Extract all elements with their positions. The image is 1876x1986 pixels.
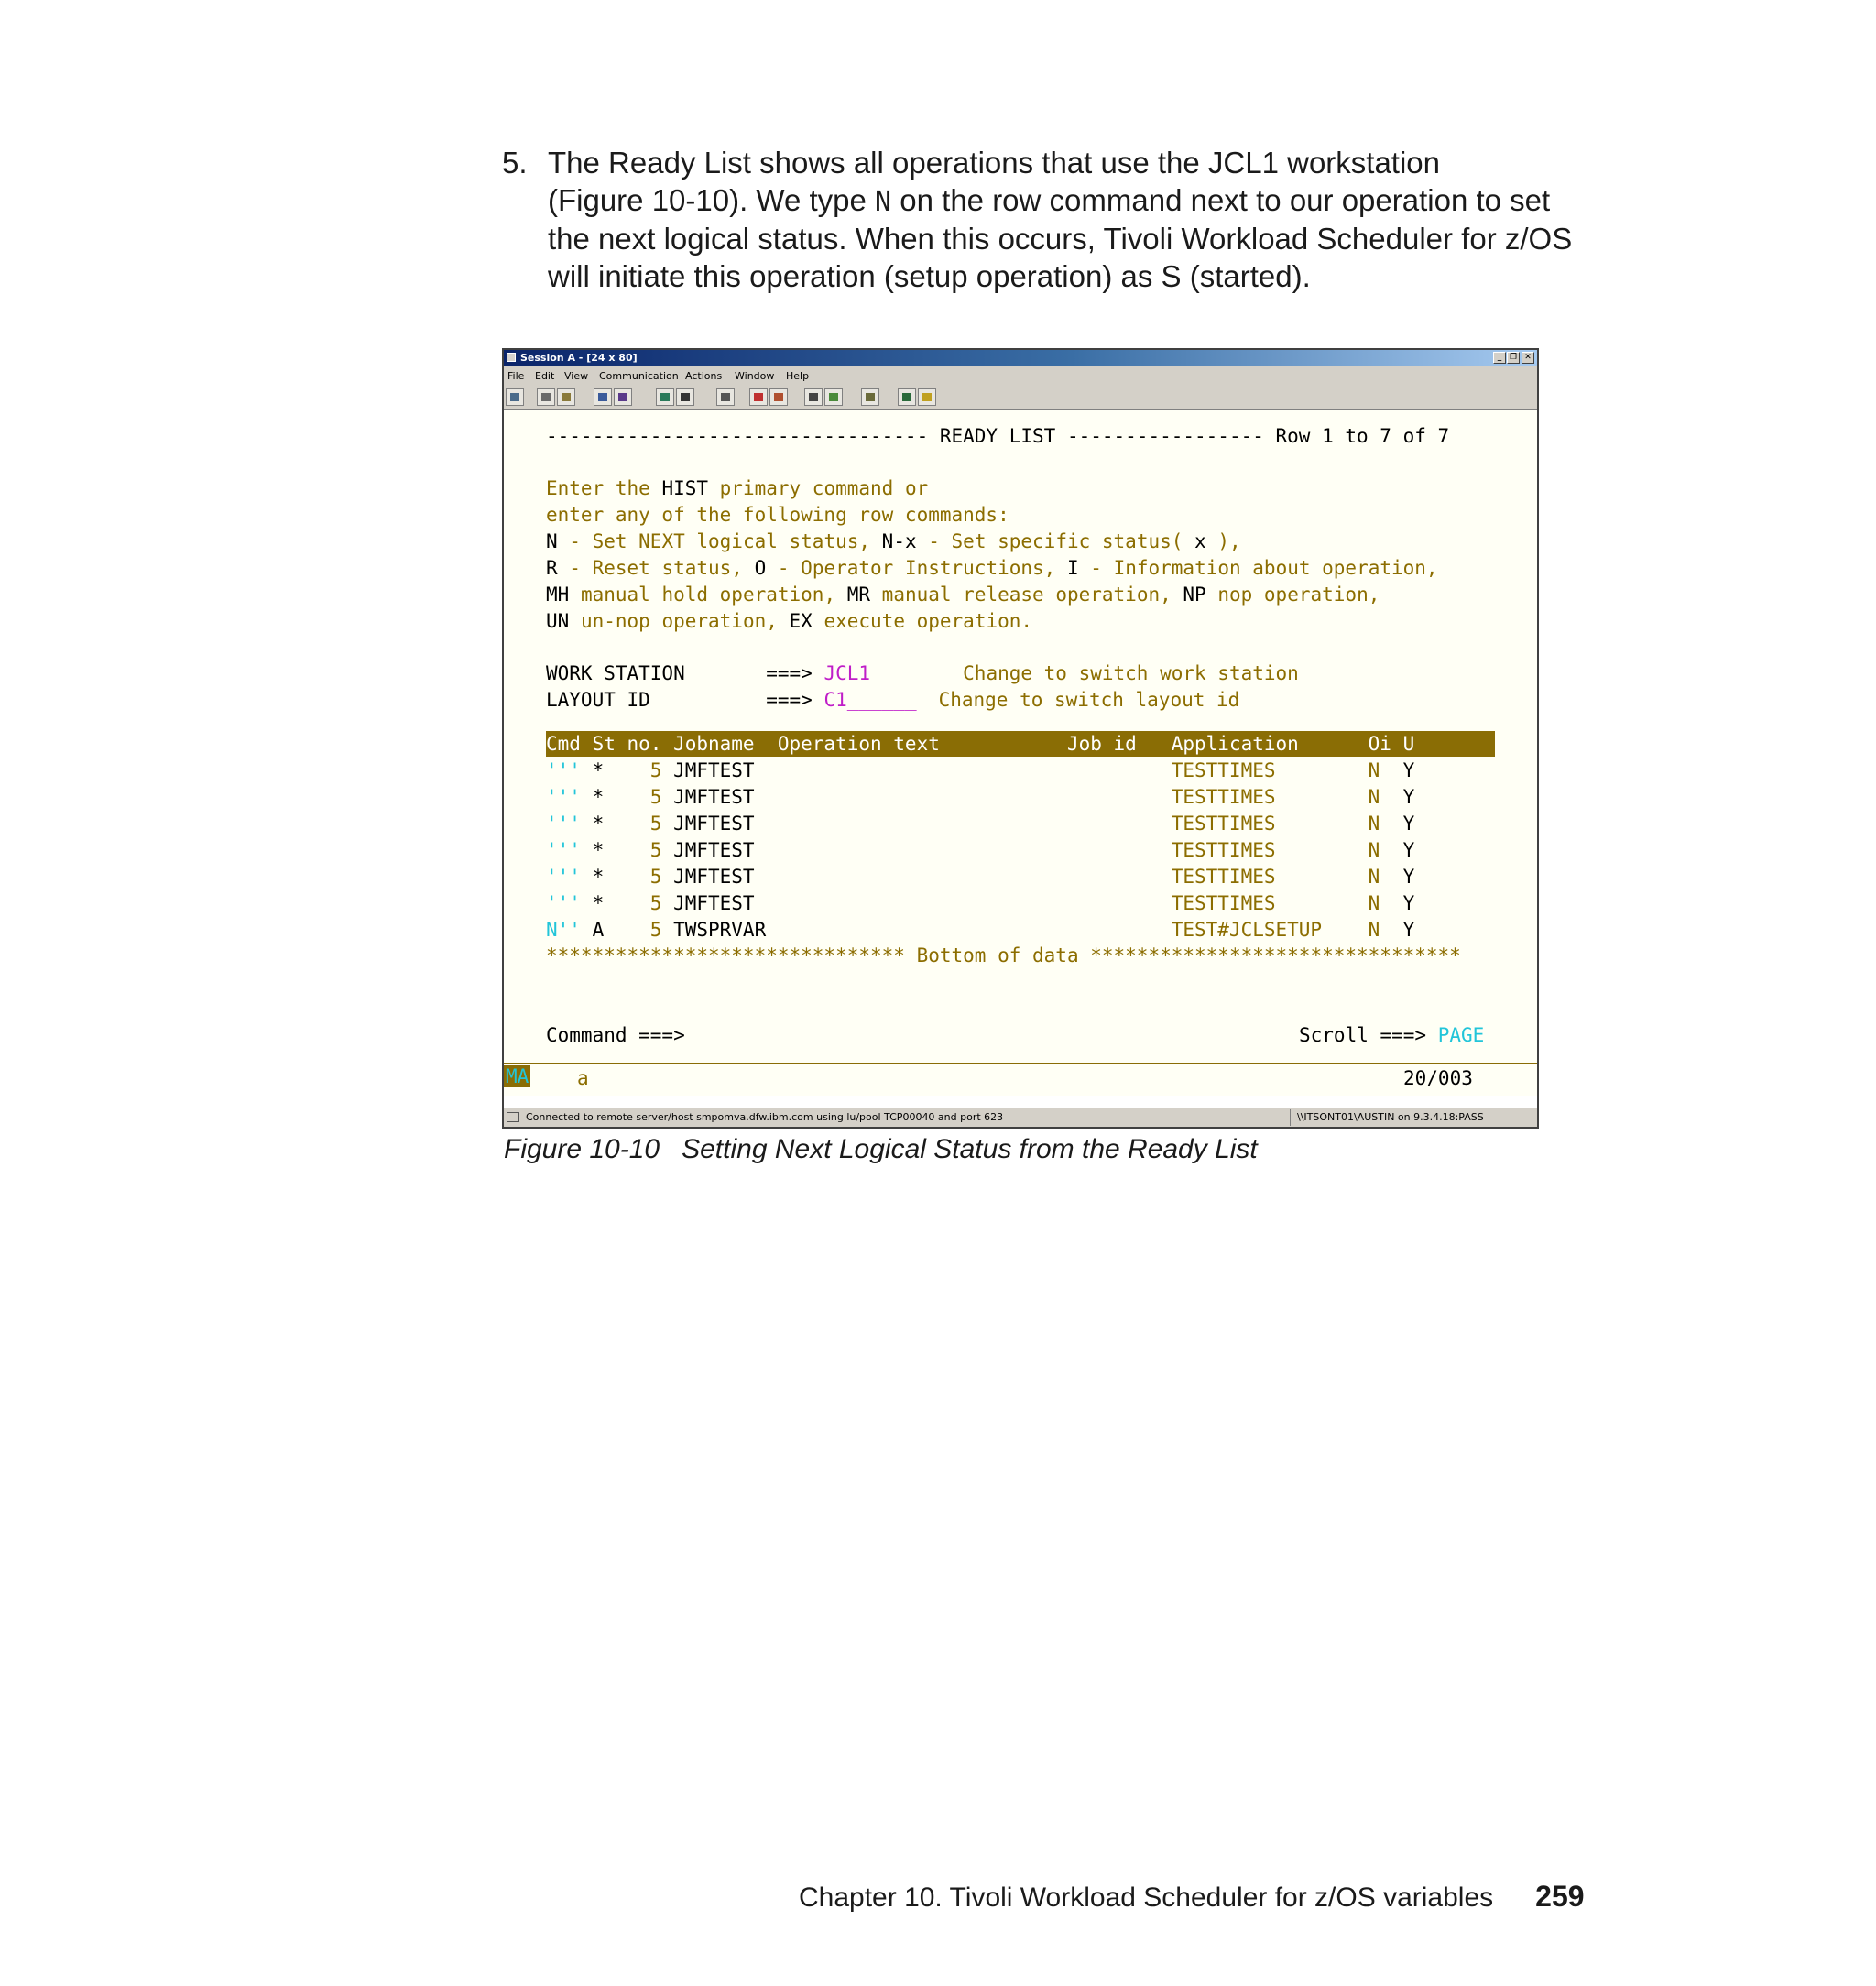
instr1-a: Enter the — [546, 477, 662, 499]
oia-indicator: MA — [506, 1065, 529, 1087]
row-command-field[interactable]: ''' — [546, 866, 581, 888]
bottom-of-data-line: ******************************* Bottom of data ******************************** — [546, 944, 1461, 966]
operation-number-cell: 5 — [649, 919, 662, 941]
table-row — [546, 837, 1499, 863]
instr3-e: x — [1194, 530, 1206, 552]
page-number: 259 — [1535, 1880, 1585, 1913]
instr3-d: - Set specific status( — [916, 530, 1195, 552]
step-line-2-a: (Figure 10-10). We type — [548, 182, 876, 217]
color-icon[interactable] — [676, 388, 694, 406]
table-row — [546, 890, 1499, 916]
urgent-cell: Y — [1402, 866, 1415, 888]
cursor-position: 20/003 — [1403, 1067, 1473, 1089]
urgent-cell: Y — [1402, 892, 1415, 914]
menu-help[interactable]: Help — [786, 370, 810, 382]
row-command-field[interactable]: ''' — [546, 892, 581, 914]
row-command-field[interactable]: N'' — [546, 919, 581, 941]
instr5-d: manual release operation, — [870, 584, 1183, 606]
print-screen-icon[interactable] — [506, 388, 524, 406]
operation-number-cell: 5 — [649, 759, 662, 781]
minimize-button[interactable]: _ — [1493, 352, 1506, 364]
jobname-cell: TWSPRVAR — [673, 919, 767, 941]
layout-id-field[interactable]: C1______ — [823, 689, 917, 711]
instr3-f: ), — [1205, 530, 1241, 552]
chapter-title: Chapter 10. Tivoli Workload Scheduler for z/OS variables — [799, 1882, 1494, 1913]
instr5-c: MR — [846, 584, 871, 606]
map-icon[interactable] — [716, 388, 735, 406]
macro-play-icon[interactable] — [769, 388, 788, 406]
paste-icon[interactable] — [557, 388, 575, 406]
status-cell: * — [592, 866, 605, 888]
instr4-d: - Operator Instructions, — [766, 557, 1067, 579]
jobname-cell: JMFTEST — [673, 866, 755, 888]
jobname-cell: JMFTEST — [673, 892, 755, 914]
table-row — [546, 784, 1499, 810]
application-cell: TEST#JCLSETUP — [1171, 919, 1323, 941]
application-cell: TESTTIMES — [1171, 759, 1276, 781]
instr4-c: O — [754, 557, 767, 579]
scroll-label: Scroll ===> — [1299, 1024, 1438, 1046]
menu-actions[interactable]: Actions — [685, 370, 723, 382]
row-command-field[interactable]: ''' — [546, 839, 581, 861]
step-line-1: The Ready List shows all operations that use the JCL1 workstation — [548, 146, 1441, 180]
work-station-label: WORK STATION ===> — [546, 662, 824, 684]
table-row — [546, 811, 1499, 836]
session-status: \\ITSONT01\AUSTIN on 9.3.4.18:PASS — [1297, 1111, 1484, 1123]
oia-field: a — [577, 1067, 589, 1089]
status-cell: * — [592, 786, 605, 808]
restore-button[interactable]: ❐ — [1507, 352, 1520, 364]
step-number: 5. — [502, 146, 528, 180]
work-station-field[interactable]: JCL1 — [823, 662, 871, 684]
jobname-cell: JMFTEST — [673, 839, 755, 861]
status-cell: A — [592, 919, 605, 941]
step-line-4: will initiate this operation (setup operation) as S (started). — [548, 258, 1311, 293]
status-cell: * — [592, 839, 605, 861]
title-bar — [504, 350, 1537, 366]
figure-caption — [504, 1134, 1258, 1165]
instr6-c: EX — [789, 610, 813, 632]
status-divider — [1290, 1109, 1291, 1126]
display-icon[interactable] — [656, 388, 674, 406]
instr3-c: N-x — [881, 530, 917, 552]
instr6-b: un-nop operation, — [569, 610, 790, 632]
jobname-cell: JMFTEST — [673, 759, 755, 781]
oi-cell: N — [1368, 919, 1380, 941]
menu-bar — [504, 366, 1537, 385]
oi-cell: N — [1368, 866, 1380, 888]
urgent-cell: Y — [1402, 919, 1415, 941]
menu-view[interactable]: View — [564, 370, 589, 382]
status-cell: * — [592, 813, 605, 835]
instr5-a: MH — [546, 584, 570, 606]
application-cell: TESTTIMES — [1171, 892, 1276, 914]
step-line-2-b: on the row command next to our operation to set — [891, 182, 1551, 217]
page-footer — [799, 1880, 1585, 1914]
instruction-line-1 — [546, 475, 928, 501]
status-cell: * — [592, 759, 605, 781]
step-line-3: the next logical status. When this occurs, Tivoli Workload Scheduler for z/OS — [548, 222, 1573, 256]
instr3-b: - Set NEXT logical status, — [557, 530, 882, 552]
web-icon[interactable] — [898, 388, 916, 406]
menu-window[interactable]: Window — [735, 370, 775, 382]
operation-number-cell: 5 — [649, 786, 662, 808]
send-icon[interactable] — [594, 388, 612, 406]
instruction-line-6 — [546, 608, 1032, 634]
receive-icon[interactable] — [614, 388, 632, 406]
row-command-field[interactable]: ''' — [546, 786, 581, 808]
work-station-line — [546, 660, 1299, 686]
jobname-cell: JMFTEST — [673, 813, 755, 835]
table-row — [546, 864, 1499, 889]
scroll-field[interactable]: PAGE — [1437, 1024, 1485, 1046]
instruction-line-5 — [546, 582, 1380, 607]
scroll-line — [1299, 1022, 1484, 1048]
macro-run-icon[interactable] — [824, 388, 843, 406]
instr4-f: - Information about operation, — [1078, 557, 1438, 579]
menu-edit[interactable]: Edit — [535, 370, 555, 382]
connection-status: Connected to remote server/host smpomva.dfw.ibm.com using lu/pool TCP00040 and port 623 — [526, 1111, 1004, 1123]
urgent-cell: Y — [1402, 786, 1415, 808]
application-cell: TESTTIMES — [1171, 866, 1276, 888]
menu-file[interactable]: File — [507, 370, 525, 382]
instruction-line-2: enter any of the following row commands: — [546, 504, 1009, 526]
instr4-e: I — [1066, 557, 1079, 579]
instr5-f: nop operation, — [1205, 584, 1380, 606]
status-bar — [504, 1108, 1537, 1127]
table-row — [546, 917, 1499, 943]
connection-icon — [507, 1112, 519, 1122]
table-header: Cmd St no. Jobname Operation text Job id Application Oi U — [546, 733, 1415, 755]
row-command-field[interactable]: ''' — [546, 813, 581, 835]
operation-number-cell: 5 — [649, 813, 662, 835]
step-line-2 — [548, 182, 1629, 222]
application-cell: TESTTIMES — [1171, 813, 1276, 835]
row-command-field[interactable]: ''' — [546, 759, 581, 781]
toolbar — [504, 385, 1537, 410]
oi-cell: N — [1368, 786, 1380, 808]
row-command-code: N — [875, 185, 892, 218]
instr4-a: R — [546, 557, 558, 579]
instruction-line-3 — [546, 529, 1241, 554]
close-button[interactable]: ✕ — [1522, 352, 1534, 364]
urgent-cell: Y — [1402, 839, 1415, 861]
instr1-c: primary command or — [708, 477, 929, 499]
instr5-b: manual hold operation, — [569, 584, 847, 606]
instruction-line-4 — [546, 555, 1438, 581]
copy-icon[interactable] — [537, 388, 555, 406]
operation-number-cell: 5 — [649, 839, 662, 861]
table-row — [546, 758, 1499, 783]
command-label: Command ===> — [546, 1024, 685, 1046]
layout-id-line — [546, 687, 1239, 713]
emulator-window — [502, 348, 1539, 1129]
instr1-b: HIST — [661, 477, 709, 499]
figure-label: Figure 10-10 — [504, 1134, 660, 1164]
panel-title-line: --------------------------------- READY LIST ----------------- Row 1 to 7 of 7 — [546, 425, 1450, 447]
instr5-e: NP — [1183, 584, 1206, 606]
operation-number-cell: 5 — [649, 892, 662, 914]
clipboard-icon[interactable] — [861, 388, 879, 406]
application-cell: TESTTIMES — [1171, 786, 1276, 808]
oi-cell: N — [1368, 839, 1380, 861]
instr4-b: - Reset status, — [557, 557, 755, 579]
session-icon — [507, 353, 516, 362]
menu-communication[interactable]: Communication — [599, 370, 679, 382]
status-cell: * — [592, 892, 605, 914]
macro-stop-icon[interactable] — [804, 388, 823, 406]
instr6-a: UN — [546, 610, 570, 632]
jobname-cell: JMFTEST — [673, 786, 755, 808]
oi-cell: N — [1368, 759, 1380, 781]
application-cell: TESTTIMES — [1171, 839, 1276, 861]
operator-info-area — [504, 1063, 1537, 1096]
urgent-cell: Y — [1402, 813, 1415, 835]
work-station-hint: Change to switch work station — [870, 662, 1299, 684]
oi-cell: N — [1368, 892, 1380, 914]
window-title: Session A - [24 x 80] — [520, 352, 638, 364]
macro-record-icon[interactable] — [749, 388, 768, 406]
urgent-cell: Y — [1402, 759, 1415, 781]
layout-id-label: LAYOUT ID ===> — [546, 689, 824, 711]
figure-title: Setting Next Logical Status from the Ready List — [682, 1134, 1258, 1164]
oi-cell: N — [1368, 813, 1380, 835]
operation-number-cell: 5 — [649, 866, 662, 888]
instr3-a: N — [546, 530, 558, 552]
help-icon[interactable] — [918, 388, 936, 406]
instr6-d: execute operation. — [812, 610, 1033, 632]
terminal-screen — [504, 410, 1537, 1063]
layout-id-hint: Change to switch layout id — [938, 689, 1240, 711]
